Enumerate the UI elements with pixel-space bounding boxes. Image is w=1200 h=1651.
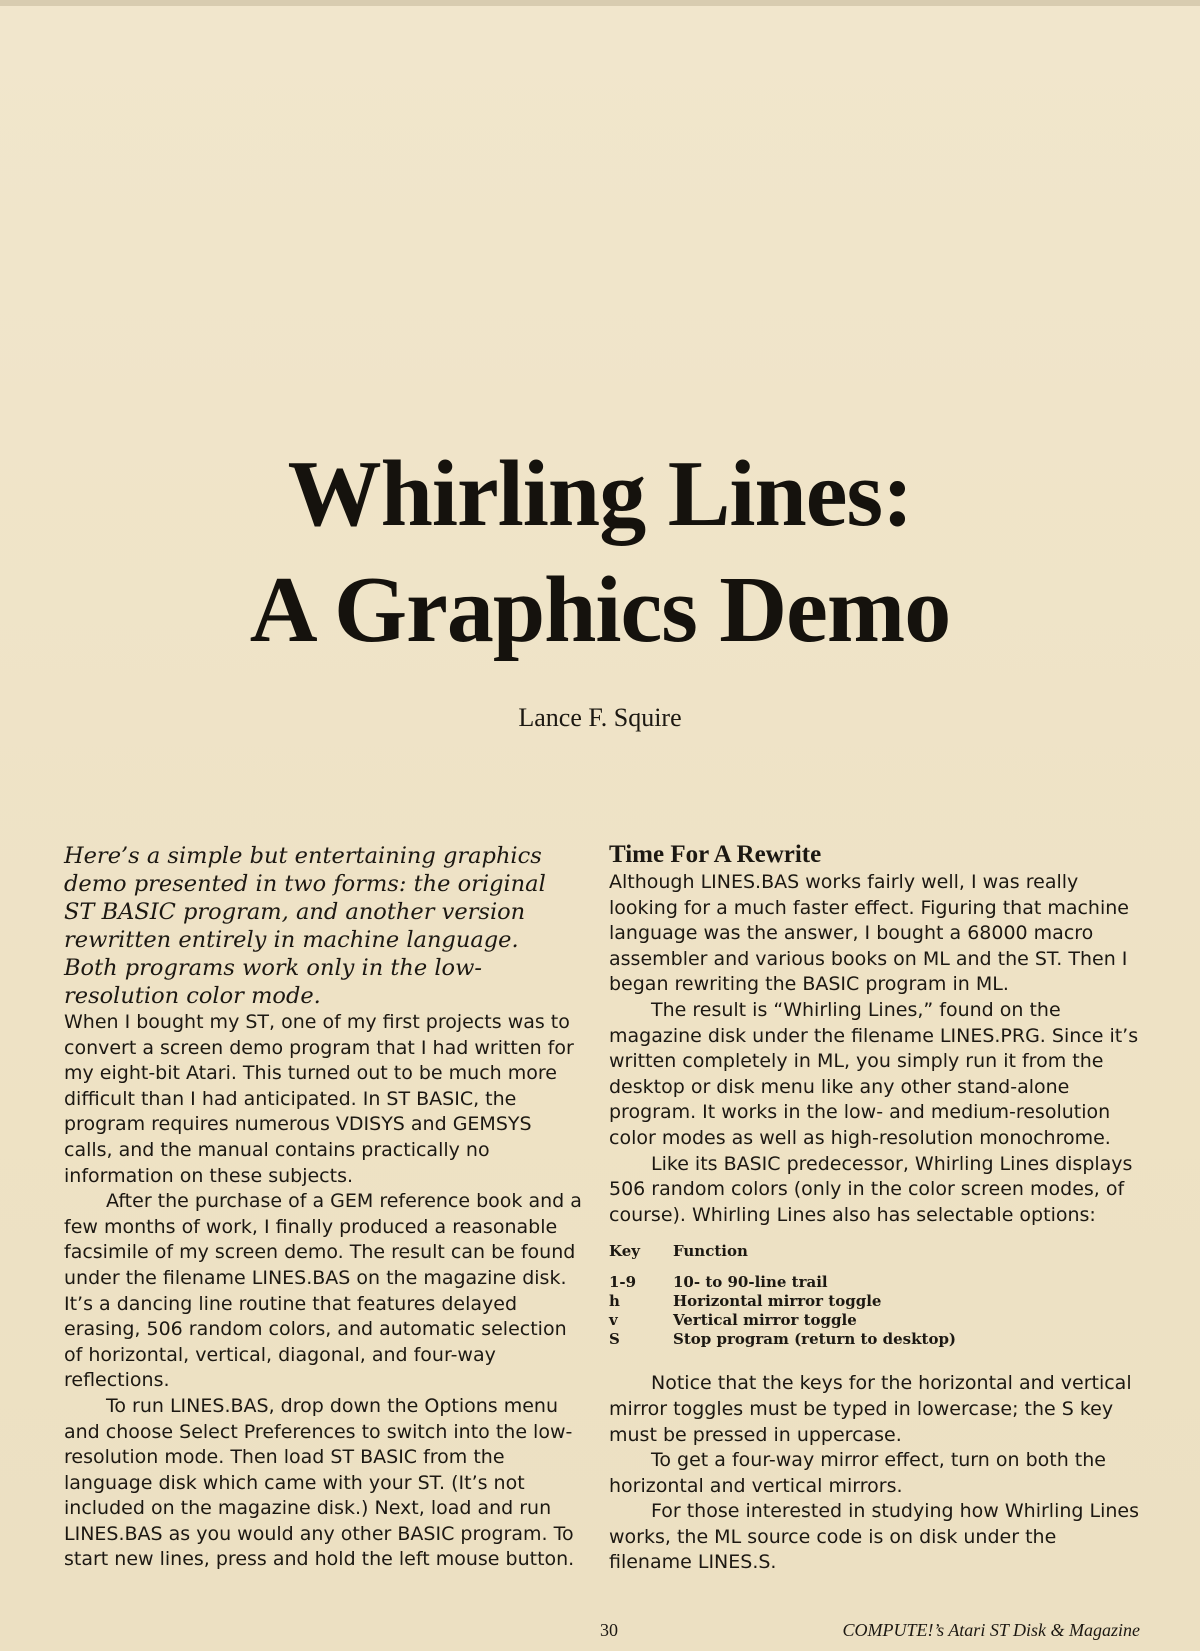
title-line-2: A Graphics Demo <box>249 558 951 662</box>
key-table-row <box>609 1273 1139 1292</box>
body-paragraph: To get a four-way mirror effect, turn on both the horizontal and vertical mirrors. <box>609 1449 1106 1497</box>
body-paragraph: To run LINES.BAS, drop down the Options menu and choose Select Preferences to switch into the low-resolution mode. Then load ST BASIC from the language disk which came with your ST. (It’s not included on the magazine disk.) Next, load and run LINES.BAS as you would any other BASIC program. To start new lines, press and hold the left mouse button. <box>64 1394 575 1571</box>
body-paragraph: After the purchase of a GEM reference book and a few months of work, I finally produced a reasonable facsimile of my screen demo. The result can be found under the filename LINES.BAS on the magazine disk. It’s a dancing line routine that features delayed erasing, 506 random colors, and automatic selection of horizontal, vertical, diagonal, and four-way reflections. <box>64 1190 582 1392</box>
section-heading: Time For A Rewrite <box>609 841 822 868</box>
body-paragraph: Like its BASIC predecessor, Whirling Lines displays 506 random colors (only in the color screen modes, of course). Whirling Lines also has selectable options: <box>609 1152 1133 1226</box>
key-function-table <box>609 1242 1139 1349</box>
left-column <box>64 842 584 1573</box>
function-column-header: Function <box>673 1242 748 1261</box>
key-table-row <box>609 1292 1139 1311</box>
body-paragraph: Although LINES.BAS works fairly well, I was really looking for a much faster effect. Figuring that machine language was the answer, I bought a 68000 macro assembler and various books on ML and the ST. Then I began rewriting the BASIC program in ML. <box>609 871 1129 996</box>
function-cell: Horizontal mirror toggle <box>673 1292 882 1311</box>
key-cell: v <box>609 1311 618 1330</box>
body-paragraph: When I bought my ST, one of my first projects was to convert a screen demo program that I had written for my eight-bit Atari. This turned out to be much more difficult than I had anticipated. In ST BASIC, the program requires numerous VDISYS and GEMSYS calls, and the manual contains practically no information on these subjects. <box>64 1011 574 1187</box>
author-byline: Lance F. Squire <box>518 703 682 732</box>
lead-paragraph: Here’s a simple but entertaining graphics demo presented in two forms: the original ST BASIC program, and another version rewritten entirely in machine language. Both programs work only in the low-resolution color mode. <box>64 843 546 1009</box>
key-column-header: Key <box>609 1242 640 1261</box>
body-paragraph: Notice that the keys for the horizontal and vertical mirror toggles must be typed in lowercase; the S key must be pressed in uppercase. <box>609 1372 1132 1446</box>
key-cell: h <box>609 1292 620 1311</box>
key-table-row <box>609 1330 1139 1349</box>
key-cell: S <box>609 1330 620 1349</box>
article-title <box>0 436 1200 668</box>
key-table-row <box>609 1311 1139 1330</box>
key-table-header <box>609 1242 1139 1261</box>
title-line-1: Whirling Lines: <box>287 442 913 546</box>
magazine-name: COMPUTE!’s Atari ST Disk & Magazine <box>842 1620 1140 1640</box>
right-column <box>609 840 1139 1576</box>
function-cell: 10- to 90-line trail <box>673 1273 828 1292</box>
function-cell: Vertical mirror toggle <box>673 1311 857 1330</box>
page-number: 30 <box>600 1620 618 1640</box>
page-top-edge <box>0 0 1200 6</box>
body-paragraph: For those interested in studying how Whirling Lines works, the ML source code is on disk under the filename LINES.S. <box>609 1500 1139 1574</box>
key-cell: 1-9 <box>609 1273 637 1292</box>
body-paragraph: The result is “Whirling Lines,” found on the magazine disk under the filename LINES.PRG. Since it’s written completely in ML, you simply run it from the desktop or disk menu like any other stand-alone program. It works in the low- and medium-resolution color modes as well as high-resolution monochrome. <box>609 998 1139 1149</box>
function-cell: Stop program (return to desktop) <box>673 1330 957 1349</box>
